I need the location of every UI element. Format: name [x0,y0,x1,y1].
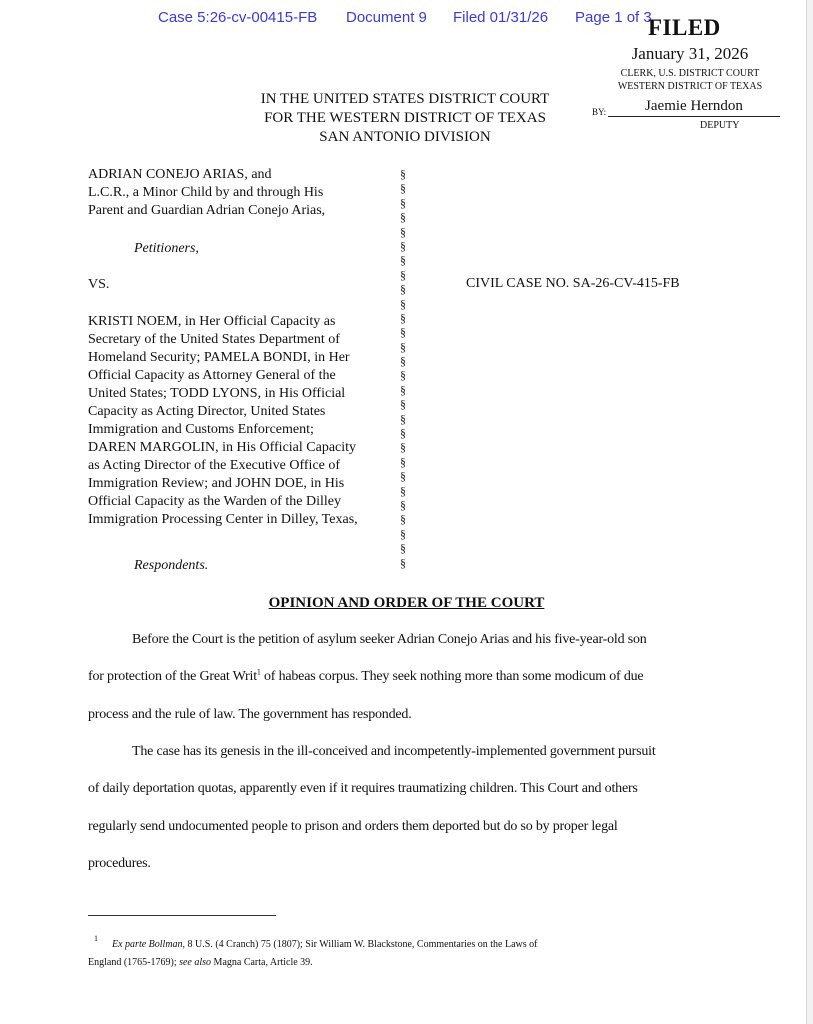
stamp-deputy-label: DEPUTY [700,120,740,131]
footnote-case-name: Ex parte Bollman [112,939,183,950]
section-symbol: § [400,238,406,253]
footnote-line-2-start: England (1765-1769); [88,957,180,968]
section-symbol: § [400,497,406,512]
stamp-clerk-line1: CLERK, U.S. DISTRICT COURT [620,68,760,79]
respondents-line: KRISTI NOEM, in Her Official Capacity as [88,314,336,329]
section-symbol: § [400,526,406,541]
paragraph-1-line-2 [88,668,728,686]
opinion-title: OPINION AND ORDER OF THE COURT [268,595,545,611]
section-symbol: § [400,354,406,369]
court-title-line2: FOR THE WESTERN DISTRICT OF TEXAS [264,110,546,126]
stamp-deputy-name: Jaemie Herndon [608,98,780,117]
paragraph-1-line-3: process and the rule of law. The government has responded. [88,707,412,722]
section-symbol: § [400,325,406,340]
court-title [225,90,585,147]
section-symbol: § [400,181,406,196]
stamp-by-label: BY: [592,107,607,117]
section-symbol: § [400,253,406,268]
section-symbol: § [400,440,406,455]
paragraph-2-line-3: regularly send undocumented people to prison and orders them deported but do so by proper legal [88,819,618,834]
respondents-line: United States; TODD LYONS, in His Official [88,386,346,401]
respondents-line: Homeland Security; PAMELA BONDI, in Her [88,350,350,365]
footnote-citation: , 8 U.S. (4 Cranch) 75 (1807); Sir William W. Blackstone, Commentaries on the Laws of [182,939,538,950]
stamp-clerk [600,67,780,93]
footnote-see-also: see also [179,957,212,968]
footnote-line-1 [112,935,537,954]
paragraph-2-line-1: The case has its genesis in the ill-conceived and incompetently-implemented government pursuit [132,744,656,759]
section-symbol: § [400,296,406,311]
petitioners-line: ADRIAN CONEJO ARIAS, and [88,167,272,182]
section-symbol: § [400,224,406,239]
footnote-line-2 [88,953,313,972]
court-title-line3: SAN ANTONIO DIVISION [319,129,491,145]
section-symbol: § [400,310,406,325]
paragraph-2-line-4: procedures. [88,856,151,871]
respondents-line: Capacity as Acting Director, United States [88,404,326,419]
respondents-line: Immigration and Customs Enforcement; [88,422,314,437]
section-symbol: § [400,483,406,498]
petitioners-label: Petitioners, [134,241,199,256]
section-symbol: § [400,382,406,397]
civil-case-number: CIVIL CASE NO. SA-26-CV-415-FB [466,276,680,291]
section-symbol: § [400,282,406,297]
section-symbol: § [400,426,406,441]
court-title-line1: IN THE UNITED STATES DISTRICT COURT [260,91,550,107]
footnote-ref: 1 [256,667,261,677]
section-symbol-column [400,167,406,570]
respondents-line: Official Capacity as the Warden of the Dilley [88,494,341,509]
stamp-filed-label: FILED [648,15,721,40]
paragraph-1-line-2-end: of habeas corpus. They seek nothing more than some modicum of due [260,669,644,684]
petitioners-block [88,166,325,220]
section-symbol: § [400,411,406,426]
header-page-count: Page 1 of 3 [575,9,652,26]
section-symbol: § [400,541,406,556]
section-symbol: § [400,267,406,282]
section-symbol: § [400,210,406,225]
stamp-date: January 31, 2026 [631,44,749,63]
petitioners-line: L.C.R., a Minor Child by and through His [88,185,324,200]
section-symbol: § [400,397,406,412]
respondents-label: Respondents. [134,558,209,573]
section-symbol: § [400,469,406,484]
paragraph-1-line-1: Before the Court is the petition of asylum seeker Adrian Conejo Arias and his five-year-old son [132,632,647,647]
respondents-line: as Acting Director of the Executive Office of [88,458,341,473]
section-symbol: § [400,555,406,570]
paragraph-1-line-2-start: for protection of the Great Writ [88,669,257,684]
ecf-header [158,9,652,26]
respondents-block [88,313,358,529]
section-symbol: § [400,167,406,181]
header-case-number: Case 5:26-cv-00415-FB [158,9,318,26]
respondents-line: Immigration Processing Center in Dilley, Texas, [88,512,358,527]
header-filed-date: Filed 01/31/26 [453,9,549,26]
respondents-line: Secretary of the United States Department of [88,332,340,347]
section-symbol: § [400,512,406,527]
section-symbol: § [400,454,406,469]
footnote-divider [88,915,276,916]
stamp-clerk-line2: WESTERN DISTRICT OF TEXAS [617,81,763,92]
respondents-line: DAREN MARGOLIN, in His Official Capacity [88,440,357,455]
section-symbol: § [400,195,406,210]
respondents-line: Immigration Review; and JOHN DOE, in His [88,476,345,491]
footnote-number: 1 [94,934,98,943]
petitioners-line: Parent and Guardian Adrian Conejo Arias, [88,203,326,218]
paragraph-2-line-2: of daily deportation quotas, apparently even if it requires traumatizing children. This Court and others [88,781,638,796]
header-document-number: Document 9 [346,9,427,26]
footnote-line-2-end: Magna Carta, Article 39. [211,957,313,968]
section-symbol: § [400,339,406,354]
respondents-line: Official Capacity as Attorney General of the [88,368,336,383]
section-symbol: § [400,368,406,383]
versus-label: VS. [88,277,110,292]
